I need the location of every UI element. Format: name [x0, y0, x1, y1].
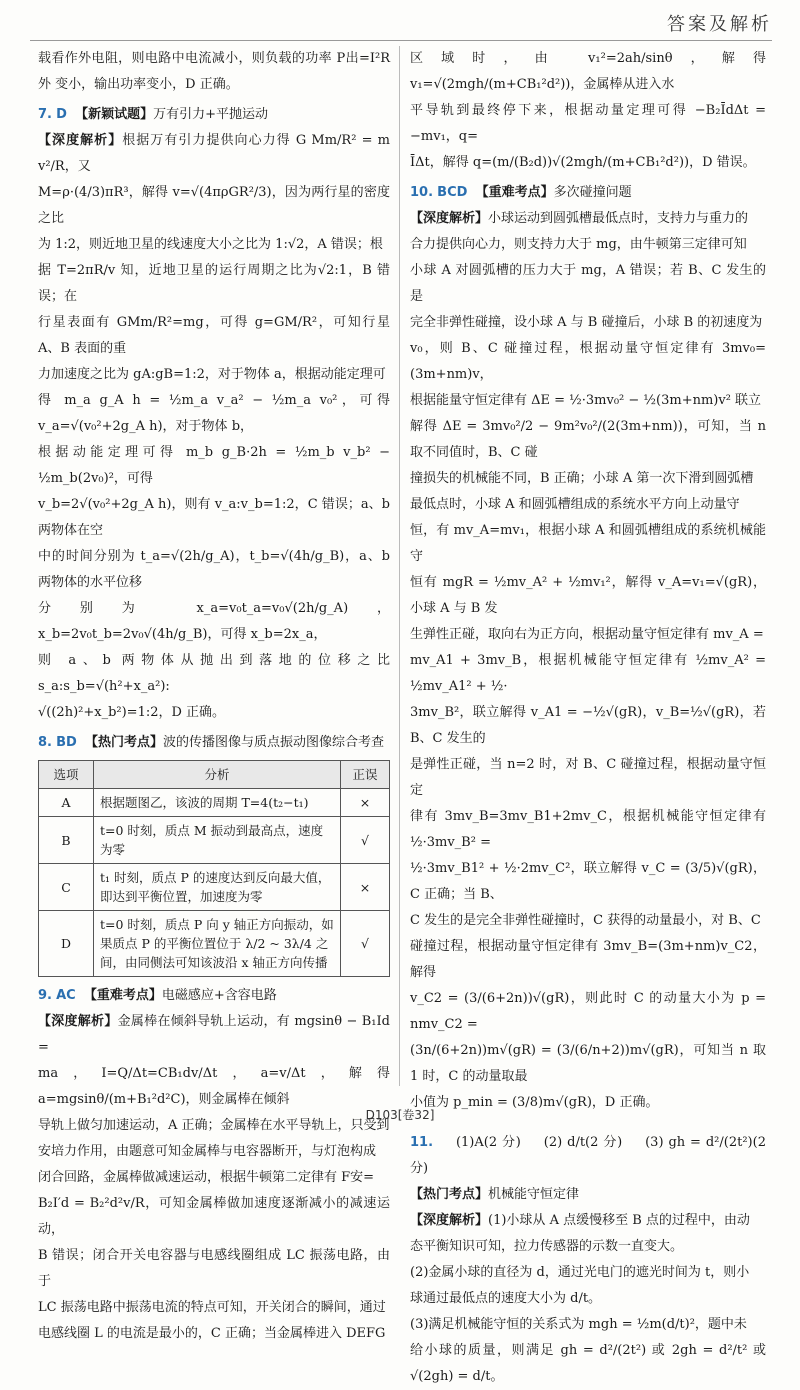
q11-answer-1: (1)A(2 分): [455, 1135, 521, 1150]
q7-line: √((2h)²+x_b²)=1:2，D 正确。: [38, 705, 226, 720]
q9-line: 电感线圈 L 的电流是最小的，C 正确；当金属棒进入 DEFG: [38, 1326, 386, 1341]
q11-line: (2)金属小球的直径为 d，通过光电门的遮光时间为 t，则小: [410, 1265, 750, 1280]
header-rule: [30, 40, 772, 41]
q11-line: (3)满足机械能守恒的关系式为 mgh = ½m(d/t)²，题中未: [410, 1317, 747, 1332]
table-header-analysis: 分析: [94, 761, 341, 789]
q10-deep-label: 【深度解析】: [410, 211, 489, 226]
table-row: [39, 911, 390, 977]
q10-line: 小值为 p_min = (3/8)m√(gR)，D 正确。: [410, 1095, 659, 1110]
intro-paragraph: 载看作外电阻，则电路中电流减小，则负载的功率 P出=I²R外 变小，输出功率变小，D 正确。: [38, 51, 390, 92]
table-header-correctness: 正误: [341, 761, 390, 789]
q7-number: 7.: [38, 107, 52, 122]
q8-number: 8.: [38, 735, 52, 750]
q9-line: B 错误；闭合开关电容器与电感线圈组成 LC 振荡电路，由于: [38, 1248, 390, 1289]
q9-tag: 【重难考点】: [83, 988, 162, 1003]
q10-line: 完全非弹性碰撞，设小球 A 与 B 碰撞后，小球 B 的初速度为: [410, 315, 763, 330]
q7-line: 根据动能定理可得 m_b g_B·2h = ½m_b v_b² − ½m_b(2v₀)²，可得: [38, 445, 390, 486]
q11-number: 11.: [410, 1135, 434, 1150]
q11-line: 球通过最低点的速度大小为 d/t。: [410, 1291, 602, 1306]
q11-answer-2: (2) d/t(2 分): [543, 1135, 623, 1150]
left-column: [38, 46, 390, 1347]
q9-line: LC 振荡电路中振荡电流的特点可知，开关闭合的瞬间，通过: [38, 1300, 386, 1315]
q10-line: 撞损失的机械能不同，B 正确；小球 A 第一次下滑到圆弧槽: [410, 471, 754, 486]
table-cell-mark: ×: [341, 864, 390, 911]
q10-line: 合力提供向心力，则支持力大于 mg，由牛顿第三定律可知: [410, 237, 747, 252]
q10-line: 3mv_B²，联立解得 v_A1 = −½√(gR)，v_B=½√(gR)，若 B、C 发生的: [410, 705, 766, 746]
q7-line: 根据万有引力提供向心力得 G Mm/R² = m v²/R，又: [38, 133, 390, 174]
table-row: [39, 789, 390, 817]
question-11: [410, 1130, 766, 1390]
q11-answer-row: [410, 1130, 766, 1182]
table-cell-option: D: [39, 911, 94, 977]
q10-line: 恒，有 mv_A=mv₁，根据小球 A 和圆弧槽组成的系统机械能守: [410, 523, 766, 564]
q9-line: 金属棒在倾斜导轨上运动，有 mgsinθ − B₁Id =: [38, 1014, 390, 1055]
table-header-option: 选项: [39, 761, 94, 789]
q11-topic: 机械能守恒定律: [488, 1187, 580, 1202]
table-cell-mark: √: [341, 817, 390, 864]
q10-line: 小球 A 对圆弧槽的压力大于 mg，A 错误；若 B、C 发生的是: [410, 263, 766, 304]
q11-line: 态平衡知识可知，拉力传感器的示数一直变大。: [410, 1239, 684, 1254]
q10-line: 生弹性正碰，取向右为正方向，根据动量守恒定律有 mv_A =: [410, 627, 764, 642]
q7-line: 据 T=2πR/v 知，近地卫星的运行周期之比为√2:1，B 错误；在: [38, 263, 390, 304]
q7-line: 中的时间分别为 t_a=√(2h/g_A)，t_b=√(4h/g_B)，a、b 两物体的水平位移: [38, 549, 390, 590]
q7-tag: 【新颖试题】: [75, 107, 154, 122]
q9-cont-line: ĪΔt，解得 q=(m/(B₂d))√(2mgh/(m+CB₁²d²))，D 错误。: [410, 155, 756, 170]
table-cell-option: C: [39, 864, 94, 911]
table-cell-option: A: [39, 789, 94, 817]
q9-answer: AC: [56, 988, 76, 1003]
table-header-row: [39, 761, 390, 789]
q7-deep-label: 【深度解析】: [38, 133, 123, 148]
q7-line: M=ρ·(4/3)πR³，解得 v=√(4πρGR²/3)，因为两行星的密度之比: [38, 185, 390, 226]
right-column: [410, 46, 766, 1390]
q9-cont-line: 区域时，由 v₁²=2ah/sinθ，解得 v₁=√(2mgh/(m+CB₁²d²))，金属棒从进入水: [410, 51, 766, 92]
q11-line: (1)小球从 A 点缓慢移至 B 点的过程中，由动: [488, 1213, 750, 1228]
q10-line: 是弹性正碰，当 n=2 时，对 B、C 碰撞过程，根据动量守恒定: [410, 757, 766, 798]
q10-line: v₀，则 B、C 碰撞过程，根据动量守恒定律有 3mv₀=(3m+nm)v，: [410, 341, 766, 382]
table-row: [39, 817, 390, 864]
q10-line: 律有 3mv_B=3mv_B1+2mv_C，根据机械能守恒定律有 ½·3mv_B² =: [410, 809, 766, 850]
q10-line: C 发生的是完全非弹性碰撞时，C 获得的动量最小，对 B、C: [410, 913, 761, 928]
q11-deep-label: 【深度解析】: [410, 1213, 489, 1228]
q10-line: 解得 ΔE = 3mv₀²/2 − 9m²v₀²/(2(3m+nm))，可知，当 n 取不同值时，B、C 碰: [410, 419, 766, 460]
question-8: [38, 730, 390, 977]
q7-line: 分别为 x_a=v₀t_a=v₀√(2h/g_A)，x_b=2v₀t_b=2v₀√(4h/g_B)，可得 x_b=2x_a，: [38, 601, 390, 642]
question-9-continued: [410, 46, 766, 176]
q11-answer-3: (3) gh = d²/(2t²)(2 分): [410, 1135, 766, 1176]
q7-answer: D: [56, 107, 67, 122]
column-divider: [399, 46, 400, 1086]
q9-deep-label: 【深度解析】: [38, 1014, 118, 1029]
q7-topic: 万有引力+平抛运动: [153, 107, 268, 122]
q10-line: 根据能量守恒定律有 ΔE = ½·3mv₀² − ½(3m+nm)v² 联立: [410, 393, 762, 408]
table-cell-analysis: t=0 时刻，质点 M 振动到最高点，速度为零: [94, 817, 341, 864]
q11-tag: 【热门考点】: [410, 1187, 489, 1202]
q10-number: 10.: [410, 185, 434, 200]
q10-line: v_C2 = (3/(6+2n))√(gR)，则此时 C 的动量大小为 p = nmv_C2 =: [410, 991, 766, 1032]
q10-answer: BCD: [437, 185, 468, 200]
q7-line: 行星表面有 GMm/R²=mg，可得 g=GM/R²，可知行星 A、B 表面的重: [38, 315, 390, 356]
q7-line: 得 m_a g_A h = ½m_a v_a² − ½m_a v₀²，可得 v_a=√(v₀²+2g_A h)，对于物体 b，: [38, 393, 390, 434]
table-cell-mark: ×: [341, 789, 390, 817]
q9-number: 9.: [38, 988, 52, 1003]
question-7: [38, 102, 390, 726]
q10-tag: 【重难考点】: [475, 185, 554, 200]
q9-line: 导轨上做匀加速运动，A 正确；金属棒在水平导轨上，只受到: [38, 1118, 390, 1133]
table-cell-mark: √: [341, 911, 390, 977]
q10-topic: 多次碰撞问题: [553, 185, 632, 200]
table-row: [39, 864, 390, 911]
q8-tag: 【热门考点】: [84, 735, 163, 750]
q7-line: 则 a、b 两物体从抛出到落地的位移之比 s_a:s_b=√(h²+x_a²):: [38, 653, 390, 694]
q8-answer: BD: [56, 735, 77, 750]
q8-analysis-table: [38, 760, 390, 977]
q8-topic: 波的传播图像与质点振动图像综合考查: [162, 735, 384, 750]
q10-line: 恒有 mgR = ½mv_A² + ½mv₁²，解得 v_A=v₁=√(gR)，小球 A 与 B 发: [410, 575, 766, 616]
q10-line: ½·3mv_B1² + ½·2mv_C²，联立解得 v_C = (3/5)√(gR)，C 正确；当 B、: [410, 861, 766, 902]
q11-line: 给小球的质量，则满足 gh = d²/(2t²) 或 2gh = d²/t² 或 √(2gh) = d/t。: [410, 1343, 766, 1384]
q7-line: 为 1:2，则近地卫星的线速度大小之比为 1:√2，A 错误；根: [38, 237, 383, 252]
q10-line: 最低点时，小球 A 和圆弧槽组成的系统水平方向上动量守: [410, 497, 740, 512]
page-header-title: 答案及解析: [667, 14, 772, 35]
table-cell-analysis: 根据题图乙，该波的周期 T=4(t₂−t₁): [94, 789, 341, 817]
q10-line: 碰撞过程，根据动量守恒定律有 3mv_B=(3m+nm)v_C2，解得: [410, 939, 766, 980]
q9-cont-line: 平导轨到最终停下来，根据动量定理可得 −B₂ĪdΔt = −mv₁，q=: [410, 103, 766, 144]
table-cell-option: B: [39, 817, 94, 864]
question-10: [410, 180, 766, 1116]
q9-line: 闭合回路，金属棒做减速运动，根据牛顿第二定律有 F安=: [38, 1170, 375, 1185]
q10-line: (3n/(6+2n))m√(gR) = (3/(6/n+2))m√(gR)，可知当 n 取 1 时，C 的动量取最: [410, 1043, 766, 1084]
q9-line: ma，I=Q/Δt=CB₁dv/Δt，a=v/Δt，解得 a=mgsinθ/(m+B₁²d²C)，则金属棒在倾斜: [38, 1066, 390, 1107]
q7-line: 力加速度之比为 gA:gB=1:2，对于物体 a，根据动能定理可: [38, 367, 386, 382]
page-footer: D103[卷32]: [365, 1108, 435, 1122]
table-cell-analysis: t₁ 时刻，质点 P 的速度达到反向最大值，即达到平衡位置，加速度为零: [94, 864, 341, 911]
question-9: [38, 983, 390, 1347]
q9-line: B₂I′d = B₂²d²v/R，可知金属棒做加速度逐渐减小的减速运动，: [38, 1196, 390, 1237]
table-cell-analysis: t=0 时刻，质点 P 向 y 轴正方向振动，如果质点 P 的平衡位置位于 λ/2 ~ 3λ/4 之间，由同侧法可知该波沿 x 轴正方向传播: [94, 911, 341, 977]
q10-line: 小球运动到圆弧槽最低点时，支持力与重力的: [488, 211, 749, 226]
q9-topic: 电磁感应+含容电路: [161, 988, 277, 1003]
q10-line: mv_A1 + 3mv_B，根据机械能守恒定律有 ½mv_A² = ½mv_A1² + ½·: [410, 653, 766, 694]
q7-line: v_b=2√(v₀²+2g_A h)，则有 v_a:v_b=1:2，C 错误；a、b 两物体在空: [38, 497, 390, 538]
q9-line: 安培力作用，由题意可知金属棒与电容器断开，与灯泡构成: [38, 1144, 377, 1159]
